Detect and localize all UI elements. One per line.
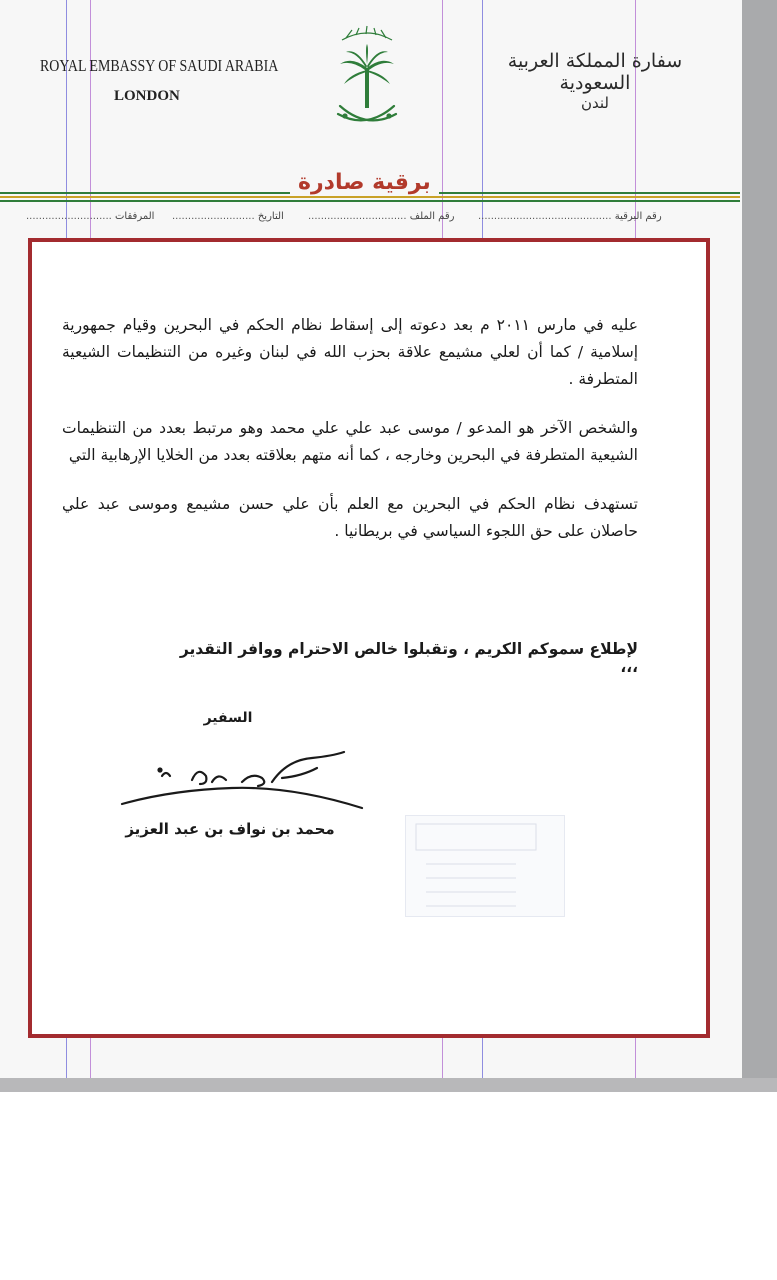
telegram-number-field: رقم البرقية .......................................... bbox=[478, 211, 662, 222]
file-number-label: رقم الملف bbox=[409, 211, 455, 222]
faded-stamp bbox=[405, 815, 565, 917]
embassy-english-name: ROYAL EMBASSY OF SAUDI ARABIA bbox=[40, 56, 279, 75]
header-band-green bbox=[0, 200, 740, 202]
attachments-field: المرفقات ........................... bbox=[26, 211, 155, 222]
date-label: التاريخ bbox=[257, 211, 284, 222]
telegram-number-label: رقم البرقية bbox=[614, 211, 662, 222]
body-paragraph: والشخص الآخر هو المدعو / موسى عبد علي علي محمد وهو مرتبط بعدد من التنظيمات الشيعية المتطرفة في البحرين وخارجه ، كما أنه متهم بعلاقته بعدد من الخلايا الإرهابية التي bbox=[62, 419, 638, 464]
document-type-title: برقية صادرة bbox=[290, 170, 439, 195]
signatory-title: السفير bbox=[203, 710, 253, 726]
body-paragraph: تستهدف نظام الحكم في البحرين مع العلم بأن علي حسن مشيمع وموسى عبد علي حاصلان على حق اللجوء السياسي في بريطانيا . bbox=[62, 495, 638, 540]
scan-edge-right bbox=[742, 0, 777, 1092]
embassy-arabic-name: سفارة المملكة العربية السعودية bbox=[507, 50, 683, 94]
file-number-field: رقم الملف ............................... bbox=[308, 211, 455, 222]
embassy-arabic-city: لندن bbox=[581, 94, 609, 112]
header-band-gold bbox=[0, 196, 740, 198]
body-paragraph: عليه في مارس ٢٠١١ م بعد دعوته إلى إسقاط نظام الحكم في البحرين وقيام جمهورية إسلامية / كما أن لعلي مشيمع علاقة بحزب الله في لبنان وغيره من التنظيمات الشيعية المتطرفة . bbox=[62, 316, 638, 388]
stamp-lines bbox=[406, 816, 564, 916]
attachments-label: المرفقات bbox=[115, 211, 155, 222]
signatory-name: محمد بن نواف بن عبد العزيز bbox=[125, 820, 335, 838]
handwritten-signature bbox=[112, 742, 372, 812]
saudi-emblem-icon bbox=[332, 18, 402, 133]
closing-line: لإطلاع سموكم الكريم ، وتقبلوا خالص الاحترام ووافر التقدير ،،، bbox=[179, 640, 638, 676]
embassy-english-city: LONDON bbox=[114, 88, 180, 104]
date-field: التاريخ .......................... bbox=[172, 211, 284, 222]
scan-edge-bottom bbox=[0, 1078, 777, 1092]
letter-body bbox=[62, 312, 638, 545]
